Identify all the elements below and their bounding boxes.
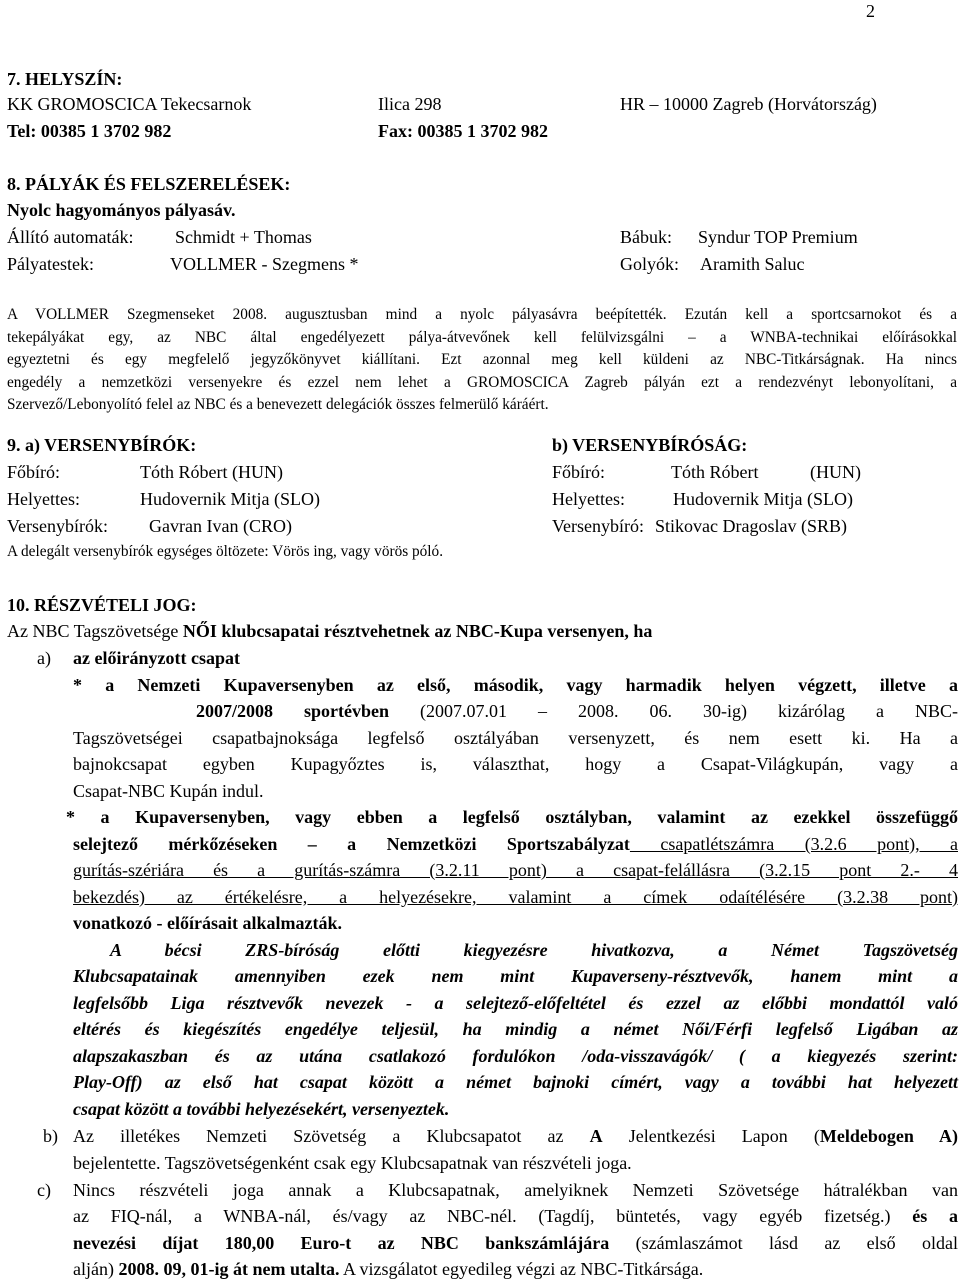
judge-b-value: Stikovac Dragoslav (SRB) xyxy=(655,516,847,536)
item-c-text-2: az FIQ-nál, a WNBA-nál, és/vagy az NBC-nél. (Tagdíj, büntetés, vagy egyéb fizetség.) xyxy=(73,1206,913,1226)
note-line-2: tekepályákat egy, az NBC által engedélyezett pálya-átvevőnek kell felülvizsgálni – a WNBA-technikai előírásokkal xyxy=(7,329,957,346)
dress-code: A delegált versenybírók egységes öltözete: Vörös ing, vagy vörös póló. xyxy=(7,543,444,560)
section-9b-heading: b) VERSENYBÍRÓSÁG: xyxy=(552,435,748,455)
venue-tel: Tel: 00385 1 3702 982 xyxy=(7,121,172,141)
star2-line-2 xyxy=(73,835,958,853)
star1-line-1: * a Nemzeti Kupaversenyben az első, második, vagy harmadik helyen végzett, illetve a xyxy=(73,675,958,695)
star1-line-5: Csapat-NBC Kupán indul. xyxy=(73,781,264,801)
item-b-form-letter: A xyxy=(589,1126,603,1146)
deputy-value-a: Hudovernik Mitja (SLO) xyxy=(140,489,320,509)
item-b-line-1 xyxy=(73,1127,958,1145)
balls-value: Aramith Saluc xyxy=(700,254,805,274)
section-9a-heading: 9. a) VERSENYBÍRÓK: xyxy=(7,435,197,455)
s10-intro-bold: NŐI klubcsapatai résztvehetnek az NBC-Kupa versenyen, ha xyxy=(182,621,653,641)
star2-line-3: gurítás-szériára és a gurítás-számra (3.2.11 pont) a csapat-felállásra (3.2.15 pont 2.- 4 xyxy=(73,860,958,880)
page-number: 2 xyxy=(866,1,875,21)
item-c-line-1: Nincs részvételi joga annak a Klubcsapatnak, amelyiknek Nemzeti Szövetsége hátralékban van xyxy=(73,1180,958,1200)
german-note-line-2: Klubcsapatainak amennyiben ezek nem mint Kupaverseny-résztvevők, hanem mint a xyxy=(73,966,958,986)
section-8-heading: 8. PÁLYÁK ÉS FELSZERELÉSEK: xyxy=(7,174,291,194)
item-c-text-4a: alján) xyxy=(73,1259,119,1279)
s10-intro-plain: Az NBC Tagszövetsége xyxy=(7,621,183,641)
chief-label-a: Főbíró: xyxy=(7,462,61,482)
item-b-text-1: Az illetékes Nemzeti Szövetség a Klubcsapatot az xyxy=(73,1126,590,1146)
star2-bold: selejtező mérkőzéseken – a Nemzetközi Sportszabályzat xyxy=(73,834,630,854)
deputy-label-a: Helyettes: xyxy=(7,489,80,509)
item-c-line-3 xyxy=(73,1234,958,1252)
german-note-line-1: A bécsi ZRS-bíróság előtti kiegyezésre hivatkozva, a Német Tagszövetség xyxy=(110,940,958,960)
item-c-deadline: 2008. 09, 01-ig át nem utalta. xyxy=(118,1259,340,1279)
item-b-text-2: Jelentkezési Lapon ( xyxy=(602,1126,820,1146)
item-c-line-4 xyxy=(73,1260,703,1278)
star1-line-3: Tagszövetségei csapatbajnoksága legfelső osztályában versenyzett, és nem esett ki. Ha a xyxy=(73,728,958,748)
note-line-3: egyeztetni és egy megfelelő jegyzőkönyvet kiállítani. Ezt azonnal meg kell küldeni az NBC-Titkárságnak. Ha nincs xyxy=(7,351,957,368)
venue-name: KK GROMOSCICA Tekecsarnok xyxy=(7,94,252,114)
star2-line-5: vonatkozó - előírásait alkalmazták. xyxy=(73,913,342,933)
surface-label: Pályatestek: xyxy=(7,254,94,274)
star2-line-4: bekezdés) az értékelésre, a helyezésekre, valamint a címek odaítélésére (3.2.38 pont) xyxy=(73,887,958,907)
item-b-marker: b) xyxy=(43,1126,58,1146)
chief-value-a: Tóth Róbert (HUN) xyxy=(140,462,283,482)
star2-underlined: csapatlétszámra (3.2.6 pont), a xyxy=(629,834,958,854)
chief-label-b: Főbíró: xyxy=(552,462,606,482)
german-note-line-5: alapszakaszban és az utána csatlakozó fordulókon /oda-visszavágók/ ( a kiegyezés szerint: xyxy=(73,1046,958,1066)
chief-country-b: (HUN) xyxy=(810,462,861,482)
item-c-text-3: (számlaszámot lásd az első oldal xyxy=(609,1233,959,1253)
venue-fax: Fax: 00385 1 3702 982 xyxy=(378,121,548,141)
section-10-heading xyxy=(7,596,197,614)
item-b-line-2: bejelentette. Tagszövetségenként csak egy Klubcsapatnak van részvételi joga. xyxy=(73,1153,632,1173)
item-c-marker: c) xyxy=(37,1180,51,1200)
judges-value: Gavran Ivan (CRO) xyxy=(149,516,292,536)
star2-line-1: * a Kupaversenyben, vagy ebben a legfelső osztályban, valamint az ezekkel összefüggő xyxy=(66,807,958,827)
item-c-fee: nevezési díjat 180,00 Euro-t az NBC bankszámlájára xyxy=(73,1233,610,1253)
surface-value: VOLLMER - Szegmens * xyxy=(170,254,359,274)
item-b-form-name: Meldebogen A) xyxy=(819,1126,958,1146)
section-7-heading: 7. HELYSZÍN: xyxy=(7,69,123,89)
machines-label: Állító automaták: xyxy=(7,227,134,247)
german-note-line-4: eltérés és kiegészítés engedélye teljesül, ha mindig a német Női/Férfi legfelső Ligában az xyxy=(73,1019,958,1039)
lanes-text: Nyolc hagyományos pályasáv. xyxy=(7,200,236,220)
section-10-heading-text: 10. RÉSZVÉTELI JOG: xyxy=(7,595,197,615)
note-line-4: engedély a nemzetközi versenyekre és ezzel nem lehet a GROMOSCICA Zagreb pályán ezt a rendezvényt lebonyolítani, a xyxy=(7,374,957,391)
item-c-text-4b: A vizsgálatot egyedileg végzi az NBC-Titkársága. xyxy=(339,1259,704,1279)
star1-season-rest: (2007.07.01 – 2008. 06. 30-ig) kizárólag a NBC- xyxy=(389,701,958,721)
venue-city: HR – 10000 Zagreb (Horvátország) xyxy=(620,94,877,114)
note-line-1: A VOLLMER Szegmenseket 2008. augusztusban mind a nyolc pályasávra beépítették. Ezután kell a sportcsarnokot és a xyxy=(7,306,957,323)
item-c-bold-2: és a xyxy=(912,1206,958,1226)
s10-intro xyxy=(7,622,652,640)
deputy-value-b: Hudovernik Mitja (SLO) xyxy=(673,489,853,509)
note-line-5: Szervező/Lebonyolító felel az NBC és a benevezett delegációk összes felmerülő káráért. xyxy=(7,396,549,413)
star1-season: 2007/2008 sportévben xyxy=(196,701,390,721)
item-c-line-2 xyxy=(73,1207,958,1225)
pins-value: Syndur TOP Premium xyxy=(698,227,858,247)
item-a-text: az előirányzott csapat xyxy=(73,648,240,668)
venue-street: Ilica 298 xyxy=(378,94,442,114)
judge-b-label: Versenybíró: xyxy=(552,516,644,536)
german-note-line-7: csapat között a további helyezésekért, versenyeztek. xyxy=(73,1099,450,1119)
machines-value: Schmidt + Thomas xyxy=(175,227,312,247)
pins-label: Bábuk: xyxy=(620,227,672,247)
chief-name-b: Tóth Róbert xyxy=(671,462,759,482)
balls-label: Golyók: xyxy=(620,254,680,274)
german-note-line-6: Play-Off) az első hat csapat között a német bajnoki címért, vagy a további hat helyezett xyxy=(73,1072,958,1092)
star1-line-2 xyxy=(196,702,958,720)
deputy-label-b: Helyettes: xyxy=(552,489,625,509)
star1-line-4: bajnokcsapat egyben Kupagyőztes is, választhat, hogy a Csapat-Világkupán, vagy a xyxy=(73,754,958,774)
german-note-line-3: legfelsőbb Liga résztvevők nevezek - a selejtező-előfeltétel és ezzel az előbbi mondattól való xyxy=(73,993,958,1013)
judges-label: Versenybírók: xyxy=(7,516,108,536)
item-a-marker: a) xyxy=(37,648,51,668)
